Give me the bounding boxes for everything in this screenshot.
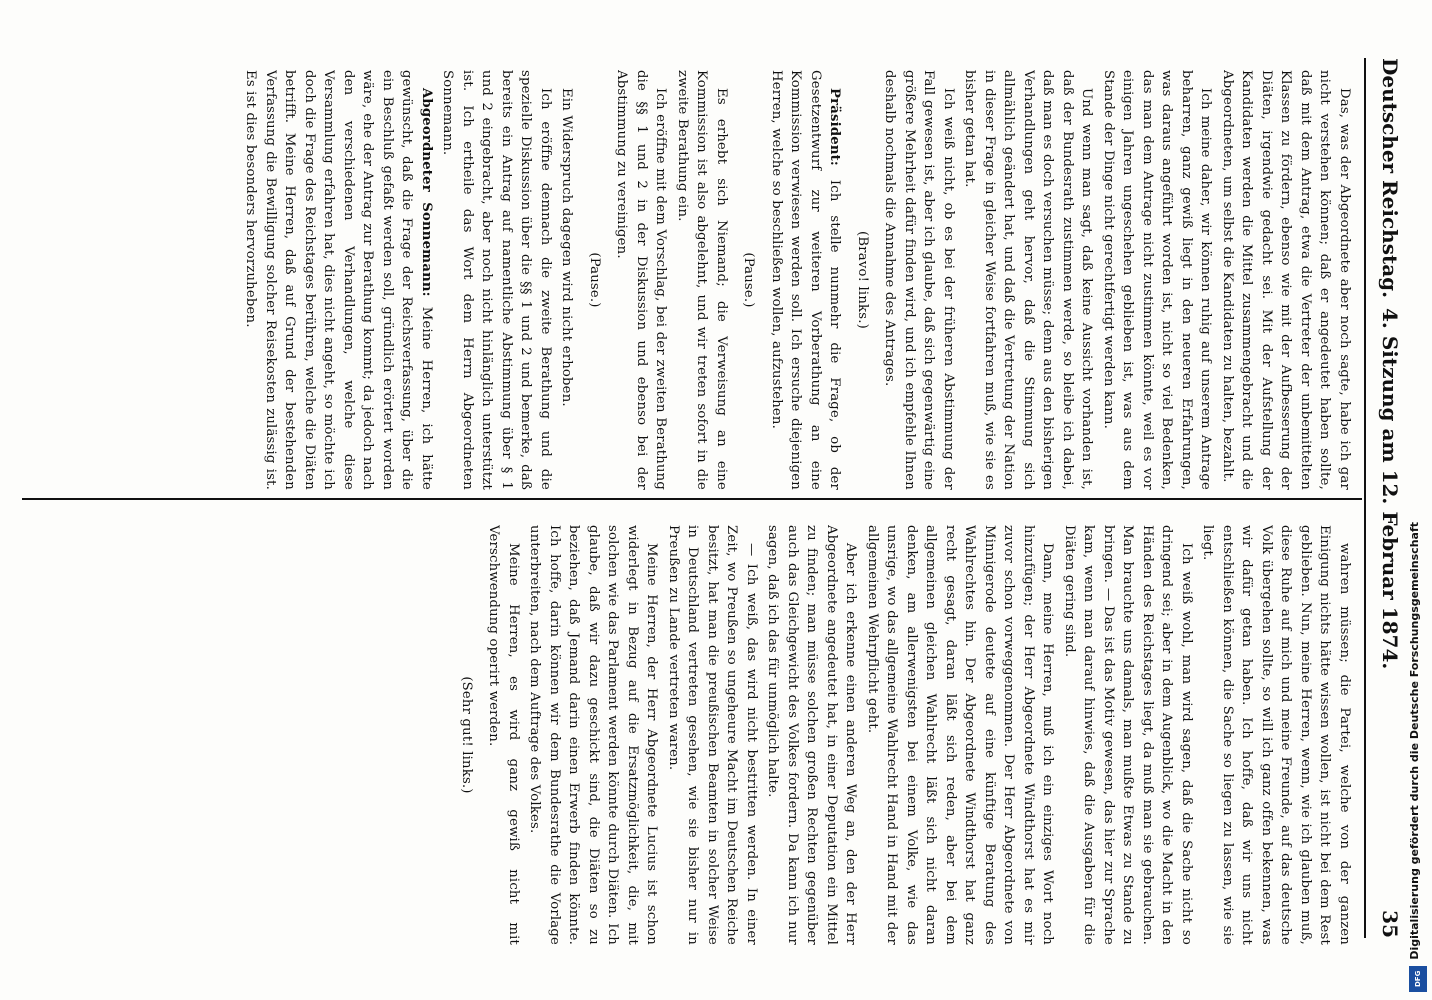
speech-text: Meine Herren, ich hätte gewünscht, daß die Frage der Reichsverfassung, über die ein Beschluß gefaßt werden soll, gründlich erörtert worden wäre, ehe der Antrag zur Berathung kommt; da jedoch nach den verschiedenen Verhandlungen, welche diese Versammlung erfahren hat, dies nicht angeht, so möchte ich doch die Frage des Reichstages berühren, welche die Diäten betrifft. Meine Herren, daß auf Grund der bestehenden Verfassung die Bewilligung solcher Reisekosten zulässig ist. Es ist dies besonders hervorzuheben. — [243, 70, 434, 490]
speaker-name: Abgeordneter Sonnemann: — [419, 88, 434, 297]
body-paragraph: wahren müssen; die Partei, welche von der ganzen Einigung nichts hätte wissen wollen, ist nicht bei dem Rest geblieben. Nun, meine Herren, wenn, wie ich glauben muß, diese Ruhe auf mich und meine Freunde, auf das deutsche Volk übergehen sollte, so will ich ganz offen bekennen, was wir dafür getan haben. Ich hoffe, daß wir uns nicht entschließen können, die Sache so liegen zu lassen, wie sie liegt. — [1200, 525, 1352, 945]
body-paragraph: Es erhebt sich Niemand; die Verweisung an eine Kommission ist also abgelehnt, und wir treten sofort in die zweite Berathung ein. — [675, 70, 729, 490]
stage-direction: (Bravo! links.) — [855, 231, 870, 329]
header-session: 4. Sitzung am 12. Februar 1874. — [1378, 308, 1402, 670]
page-number: 35 — [1378, 910, 1402, 938]
body-paragraph: Dann, meine Herren, muß ich ein einziges Wort noch hinzufügen; der Herr Abgeordnete Windthorst hat es mir zuvor schon vorweggenommen. Der Herr Abgeordnete von Minnigerode deutete auf eine künftige Beratung des Wahlrechtes hin. Der Abgeordnete Windthorst hat ganz recht gesagt, daran läßt sich reden, aber bei dem allgemeinen gleichen Wahlrecht läßt sich nicht daran denken, am allerwenigsten bei einem Volke, wie das unsrige, wo das allgemeine Wahlrecht Hand in Hand mit der allgemeinen Wehrpflicht geht. — [865, 525, 1056, 945]
body-paragraph: Ein Widerspruch dagegen wird nicht erhoben. — [559, 88, 575, 407]
digitization-credit: Digitalisierung gefördert durch die Deutsche Forschungsgemeinschaft — [1408, 522, 1421, 960]
body-paragraph: — Ich weiß, das wird nicht bestritten werden. In einer Zeit, wo Preußen so ungeheure Macht im Deutschen Reiche besitzt, hat man die preußischen Beamten in solcher Weise in Deutschland vertreten gesehen, wie sie bisher nur in Preußen zu Lande vertreten waren. — [666, 525, 759, 945]
body-paragraph: Ich eröffne mit dem Vorschlag, bei der zweiten Berathung die §§ 1 und 2 in der Diskussion und ebenso bei der Abstimmung zu vereinigen. — [614, 70, 669, 490]
speech-text: Ich stelle nunmehr die Frage, ob der Gesetzentwurf zur weiteren Vorberathung an eine Kommission verwiesen werden soll. Ich ersuche diejenigen Herren, welche so beschließen wollen, aufzustehen. — [769, 70, 843, 490]
dfg-logo-icon: DFG — [1409, 966, 1427, 992]
left-text-column — [34, 70, 1354, 490]
header-title: Deutscher Reichstag. — [1378, 58, 1402, 299]
right-text-column — [34, 525, 1354, 945]
stage-direction: (Sehr gut! links.) — [459, 676, 474, 794]
body-paragraph: Meine Herren, es wird ganz gewiß nicht mit Verschwendung operirt werden. — [486, 525, 521, 945]
body-paragraph: Das, was der Abgeordnete aber noch sagte, habe ich gar nicht verstehen können; daß er angedeutet haben sollte, daß mit dem Antrag, etwa die Vertreter der unbemittelten Klassen zu fördern, ebenso wie mit der Aufbesserung der Diäten, irgendwie gedacht sei. Mit der Aufstellung der Kandidaten werden die Mittel zusammengebracht und die Abgeordneten, um selbst die Kandidaten zu halten, bezahlt. — [1220, 70, 1352, 490]
stage-direction: (Pause.) — [587, 252, 602, 308]
body-paragraph: Meine Herren, der Herr Abgeordnete Lucius ist schon widerlegt in Bezug auf die Ersatzmöglichkeit, die, mit solchen wie das Parlament werden könnte durch Diäten. Ich glaube, daß wir dazu geschickt sind, die Diäten so zu beziehen, daß Jemand darin einen Erwerb finden könnte. Ich hoffe, darin können wir dem Bundesrathe die Vorlage unterbreiten, nach dem Auftrage des Volkes. — [527, 525, 660, 945]
body-paragraph: Aber ich erkenne einen anderen Weg an, den der Herr Abgeordnete angedeutet hat, in einer Deputation ein Mittel zu finden; man müsse solchen großen Rechten gegenüber auch das Gleichgewicht des Volkes fordern. Da kann ich nur sagen, daß ich das für unmöglich halte. — [765, 525, 859, 945]
body-paragraph: Und wenn man sagt, daß keine Aussicht vorhanden ist, daß der Bundesrath zustimmen werde, so bleibe ich dabei, daß man es doch versuchen müsse; denn aus den bisherigen Verhandlungen geht hervor, daß die Stimmung sich allmählich geändert hat, und daß die Vertretung der Nation in dieser Frage in gleicher Weise fortfahren muß, wie sie es bisher getan hat. — [962, 70, 1095, 490]
body-paragraph: Ich eröffne demnach die zweite Berathung und die spezielle Diskussion über die §§ 1 und 2 und bemerke, daß bereits ein Antrag auf namentliche Abstimmung über § 1 und 2 eingebracht, aber noch nicht hinlänglich unterstützt ist. Ich ertheile das Wort dem Herrn Abgeordneten Sonnemann. — [440, 70, 553, 490]
speaker-name: Präsident: — [827, 88, 843, 167]
digitization-credit-strip — [1404, 0, 1432, 1000]
column-divider — [22, 498, 1362, 500]
body-paragraph: Ich weiß nicht, ob es bei der früheren Abstimmung der Fall gewesen ist, aber ich glaube, daß sich gegenwärtig eine größere Mehrheit dafür finden wird, und ich empfehle Ihnen deshalb nochmals die Annahme des Antrages. — [882, 70, 956, 490]
body-paragraph: Ich weiß wohl, man wird sagen, daß die Sache nicht so dringend sei; aber in dem Augenblick, wo die Macht in den Händen des Reichstages liegt, da muß man sie gebrauchen. Man brauchte uns damals, man mußte Etwas zu Stande zu bringen. — Das ist das Motiv gewesen, das hier zur Sprache kam, wenn man darauf hinwies, daß die Ausgaben für die Diäten gering sind. — [1062, 525, 1194, 945]
speaker-paragraph — [241, 70, 436, 490]
speaker-paragraph — [767, 70, 845, 490]
body-paragraph: Ich meine daher, wir können ruhig auf unserem Antrage beharren, ganz gewiß liegt in den neueren Erfahrungen, was daraus angeführt worden ist, nicht so viel Bedenken, das man dem Antrage nicht zustimmen könnte, weil es vor einigen Jahren ungeschehen geblieben ist, was aus dem Stande der Dinge nicht gerechtfertigt werden kann. — [1101, 70, 1214, 490]
stage-direction: (Pause.) — [741, 252, 757, 308]
